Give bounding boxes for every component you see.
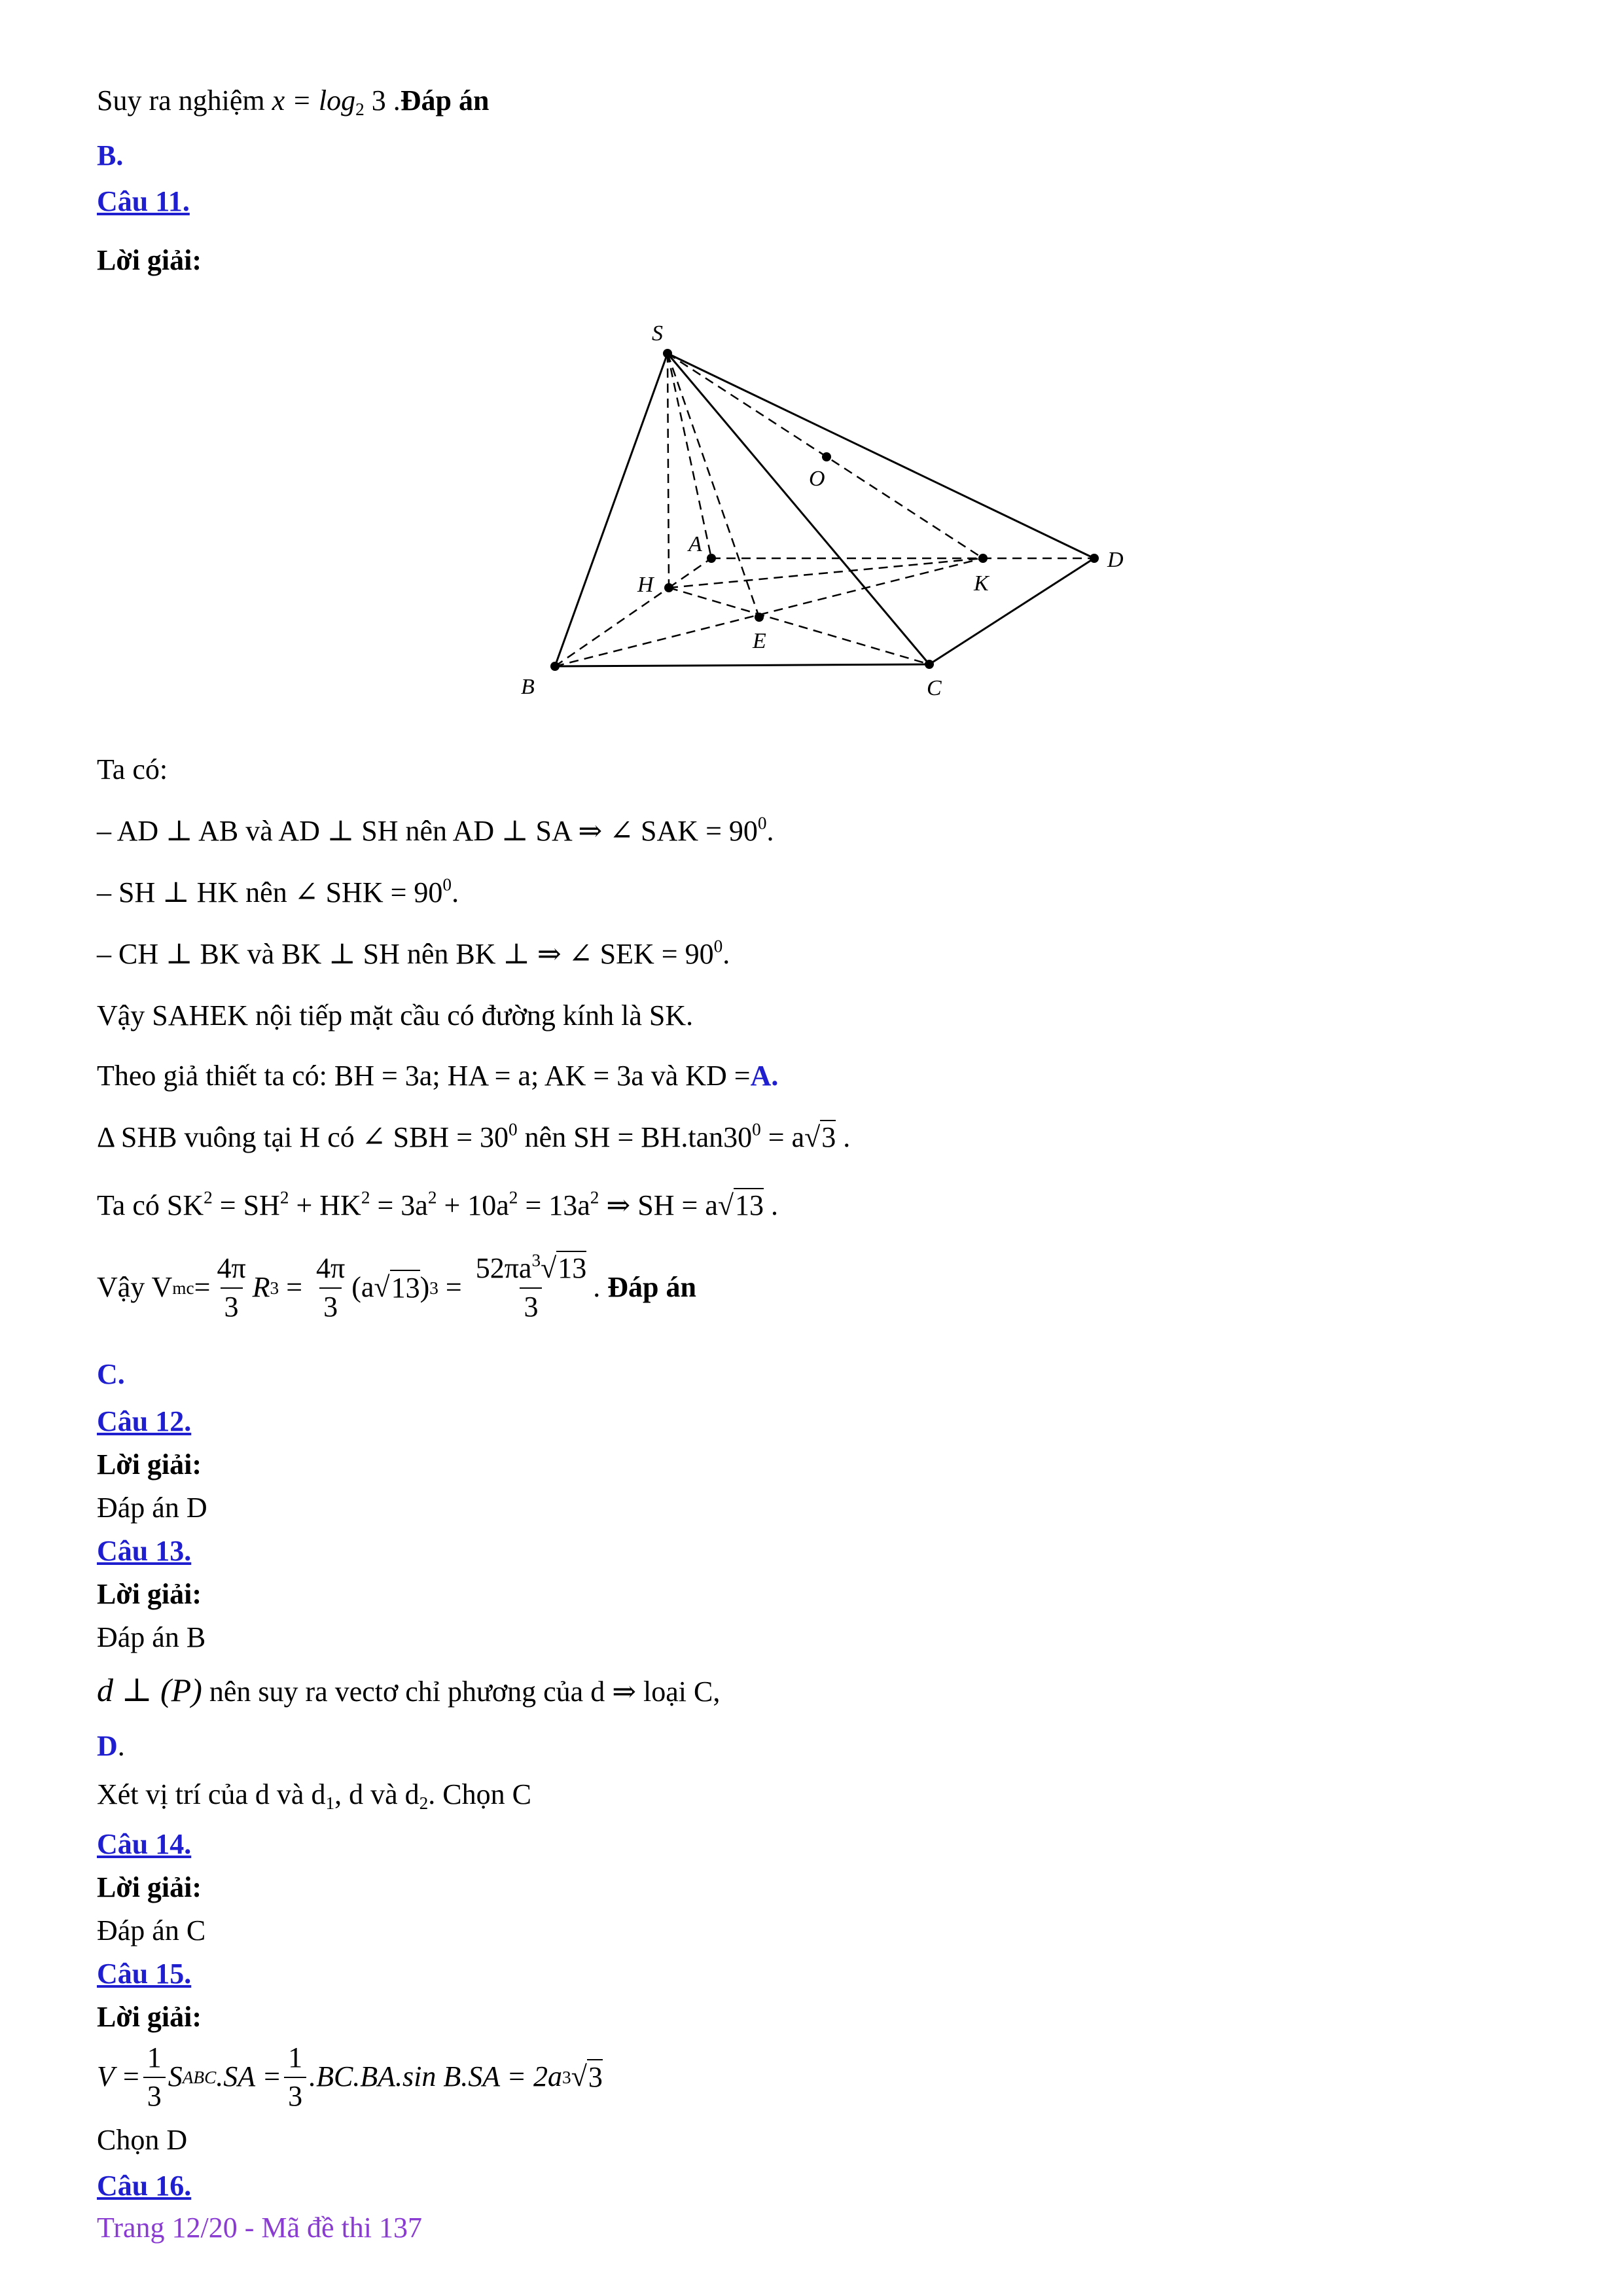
claim-6: Δ SHB vuông tại H có ∠ SBH = $30^0$ nên SH = $BH.\tan 30^0 = a√3$ . (97, 1119, 851, 1153)
volume-formula: Vậy V mc = $\frac{4\pi}{3}$ R 3 = $\frac{4\pi}{3}$ (a √ 13 ) 3 = $\frac{52\pi a^3√13}{3}$ . Đáp án (97, 1251, 696, 1325)
question-16-link[interactable]: Câu 16. (97, 2170, 192, 2202)
line-xet: Xét vị trí của d và $d_1$, d và $d_2$. Chọn C (97, 1778, 531, 1814)
solution-label-14: Lời giải: (97, 1871, 202, 1903)
choice-15: Chọn D (97, 2124, 188, 2156)
ta-co: Ta có: (97, 753, 168, 785)
edge-sc (668, 353, 929, 664)
answer-b: B. (97, 139, 124, 171)
point-a (707, 554, 716, 563)
solution-label-15: Lời giải: (97, 2001, 202, 2033)
answer-c: C. (97, 1358, 125, 1390)
edge-cd (929, 558, 1094, 664)
edge-sh (668, 353, 669, 588)
fraction-result: $\frac{52\pi a^3√13}{3}$ (472, 1251, 591, 1325)
edge-bc (555, 664, 929, 666)
question-13-link[interactable]: Câu 13. (97, 1535, 192, 1567)
answer-14: Đáp án C (97, 1914, 206, 1946)
point-s (663, 349, 672, 358)
fraction-4pi-3: $\frac{4\pi}{3}$ (213, 1251, 249, 1325)
label-d: D (1107, 548, 1124, 572)
solution-label-13: Lời giải: (97, 1578, 202, 1610)
point-d (1090, 554, 1099, 563)
point-b (550, 662, 560, 671)
question-12-link[interactable]: Câu 12. (97, 1405, 192, 1437)
point-k (978, 554, 988, 563)
edge-sd (668, 353, 1094, 558)
question-14-link[interactable]: Câu 14. (97, 1828, 192, 1860)
label-s: S (652, 321, 663, 346)
answer-12: Đáp án D (97, 1492, 207, 1524)
point-e (755, 613, 764, 622)
claim-5: Theo giả thiết ta có: BH = 3a; HA = a; AK = 3a và KD =A. (97, 1060, 779, 1092)
edge-hc (669, 588, 929, 664)
point-o (822, 452, 831, 461)
edge-hk (669, 558, 983, 588)
question-15-link[interactable]: Câu 15. (97, 1958, 192, 1990)
claim-3: – CH ⊥ BK và BK ⊥ SH nên BK ⊥ ⇒ ∠ SEK = $90^0$. (97, 936, 730, 970)
solution-label-12: Lời giải: (97, 1448, 202, 1480)
edge-bh (555, 588, 669, 666)
line-d-perp-p: d ⊥ (P) nên suy ra vectơ chỉ phương của d ⇒ loại C, (97, 1672, 721, 1708)
question-11-link[interactable]: Câu 11. (97, 185, 190, 217)
label-h: H (637, 573, 654, 597)
point-c (925, 660, 934, 669)
label-o: O (809, 467, 825, 491)
claim-2: – SH ⊥ HK nên ∠ SHK = $90^0$. (97, 874, 459, 908)
edge-se (668, 353, 759, 617)
claim-7: Ta có $SK^2 = SH^2 + HK^2 = 3a^2 + 10a^2 = 13a^2$ ⇒ SH = a√13 . (97, 1187, 779, 1221)
label-b: B (521, 675, 535, 699)
answer-label: Đáp án (400, 84, 490, 117)
line-d-answer: D. (97, 1730, 125, 1762)
label-k: K (974, 571, 989, 596)
fraction-4pi-3-b: $\frac{4\pi}{3}$ (312, 1251, 349, 1325)
label-a: A (688, 532, 702, 556)
edge-sb (555, 353, 668, 666)
label-e: E (753, 629, 766, 653)
solution-label-11: Lời giải: (97, 244, 202, 276)
claim-4: Vậy SAHEK nội tiếp mặt cầu có đường kính là SK. (97, 999, 694, 1031)
page-footer: Trang 12/20 - Mã đề thi 137 (97, 2212, 423, 2244)
edge-sa (668, 353, 711, 558)
edge-bk (555, 558, 983, 666)
claim-1: – AD ⊥ AB và AD ⊥ SH nên AD ⊥ SA ⇒ ∠ SAK = $90^0$. (97, 813, 774, 847)
answer-13: Đáp án B (97, 1621, 206, 1653)
label-c: C (927, 676, 942, 700)
edge-ha (669, 558, 711, 588)
pyramid-figure (497, 314, 1152, 720)
volume-formula-15: V = $\frac{1}{3}$ S ABC .SA = $\frac{1}{3}$ .BC.BA.sin B.SA = 2a 3 √ 3 (97, 2041, 603, 2114)
point-h (664, 583, 673, 592)
line-nghiem: Suy ra nghiệm $x = \log_2 3$ .Đáp án (97, 84, 490, 120)
